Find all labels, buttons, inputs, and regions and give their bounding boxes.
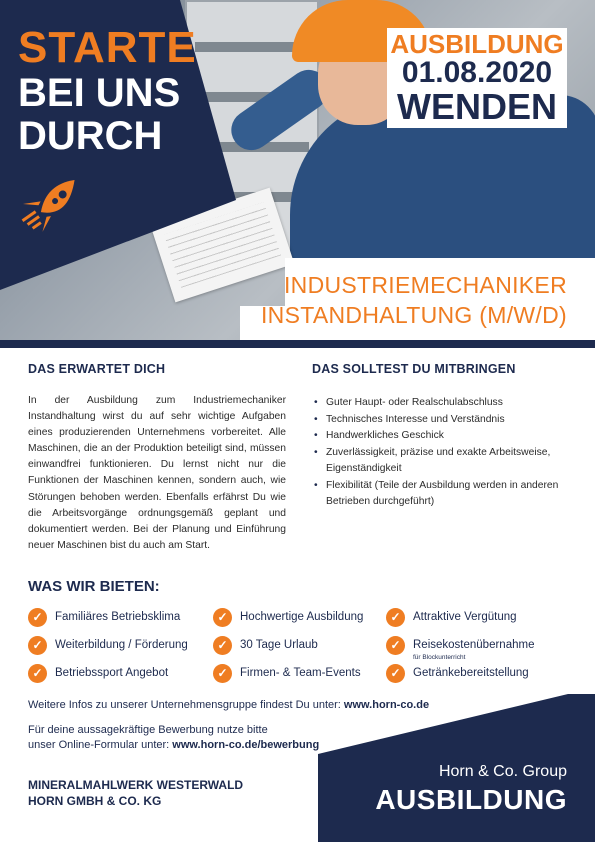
expect-title: DAS ERWARTET DICH xyxy=(28,362,166,376)
check-icon: ✓ xyxy=(28,608,47,627)
list-item: • Handwerkliches Geschick xyxy=(312,428,572,445)
benefit-label: Betriebssport Angebot xyxy=(55,667,169,679)
apply-line-1: Für deine aussagekräftige Bewerbung nutze bitte xyxy=(28,724,268,736)
footer-label: AUSBILDUNG xyxy=(375,784,567,815)
benefit-label: Firmen- & Team-Events xyxy=(240,667,361,679)
benefit-label: 30 Tage Urlaub xyxy=(240,639,318,651)
check-icon: ✓ xyxy=(213,664,232,683)
benefit-item xyxy=(213,662,361,684)
badge-line-1: AUSBILDUNG xyxy=(390,29,564,59)
list-item: • Guter Haupt- oder Realschulabschluss xyxy=(312,395,572,412)
training-date-badge xyxy=(387,28,567,128)
benefit-item xyxy=(386,634,535,661)
requirements-list xyxy=(312,395,572,511)
benefit-note: für Blockunterricht xyxy=(413,654,466,661)
benefit-item xyxy=(213,634,318,656)
benefit-item xyxy=(28,634,188,656)
benefit-label: Reisekostenübernahme xyxy=(413,639,535,651)
check-icon: ✓ xyxy=(213,636,232,655)
more-info-text: Weitere Infos zu unserer Unternehmensgruppe findest Du unter: xyxy=(28,699,341,711)
benefit-label: Familiäres Betriebsklima xyxy=(55,611,181,623)
expect-text: In der Ausbildung zum Industriemechaniker Instandhaltung wirst du auf sehr wichtige Aufgaben eines produzierenden Unternehmens vorbereitet. Alle Maschinen, die an der Produktion beteiligt sind, müssen einwandfrei funktionieren. Du lernst nicht nur die Funktionen der Maschinen kennen, sondern auch, wie Störungen behoben werden. Ebenfalls erfährst Du wie die Arbeitsvorgänge ordnungsgemäß geplant und dokumentiert werden. Bei der Planung und Einführung neuer Maschinen bist du auch am Start. xyxy=(28,395,286,551)
company-line-2: HORN GMBH & CO. KG xyxy=(28,794,162,808)
list-item: • Flexibilität (Teile der Ausbildung werden in anderen Betrieben durchgeführt) xyxy=(312,478,572,511)
benefits-title: WAS WIR BIETEN: xyxy=(28,578,160,595)
benefit-label: Getränkebereitstellung xyxy=(413,667,529,679)
rocket-icon xyxy=(18,168,90,238)
more-info-line xyxy=(28,699,429,711)
benefit-label: Attraktive Vergütung xyxy=(413,611,517,623)
benefit-item xyxy=(386,606,517,628)
benefit-label: Hochwertige Ausbildung xyxy=(240,611,364,623)
requirements-title: DAS SOLLTEST DU MITBRINGEN xyxy=(312,362,516,376)
job-title-line-2: INSTANDHALTUNG (M/W/D) xyxy=(260,302,567,328)
apply-line-2 xyxy=(28,739,319,751)
application-link[interactable]: www.horn-co.de/bewerbung xyxy=(172,739,320,751)
apply-text: unser Online-Formular unter: xyxy=(28,739,170,751)
benefit-item xyxy=(28,606,180,628)
list-item: • Zuverlässigkeit, präzise und exakte Arbeitsweise, Eigenständigkeit xyxy=(312,445,572,478)
headline xyxy=(18,23,197,158)
check-icon: ✓ xyxy=(386,636,405,655)
headline-line-3: DURCH xyxy=(18,114,163,158)
benefit-item xyxy=(213,606,363,628)
benefit-item xyxy=(386,662,529,684)
group-name: Horn & Co. Group xyxy=(438,763,567,780)
divider-bar xyxy=(0,340,595,348)
check-icon: ✓ xyxy=(213,608,232,627)
headline-line-2: BEI UNS xyxy=(18,71,181,115)
website-link[interactable]: www.horn-co.de xyxy=(343,699,430,711)
check-icon: ✓ xyxy=(386,664,405,683)
list-item: • Technisches Interesse und Verständnis xyxy=(312,412,572,429)
benefit-label: Weiterbildung / Förderung xyxy=(55,639,188,651)
benefit-item xyxy=(28,662,168,684)
company-line-1: MINERALMAHLWERK WESTERWALD xyxy=(28,778,244,792)
check-icon: ✓ xyxy=(28,636,47,655)
job-title-line-1: INDUSTRIEMECHANIKER xyxy=(283,272,567,298)
badge-line-3: WENDEN xyxy=(397,85,557,127)
check-icon: ✓ xyxy=(28,664,47,683)
headline-line-1: STARTE xyxy=(18,23,197,72)
check-icon: ✓ xyxy=(386,608,405,627)
company-name xyxy=(28,777,243,809)
badge-line-2: 01.08.2020 xyxy=(401,56,553,89)
